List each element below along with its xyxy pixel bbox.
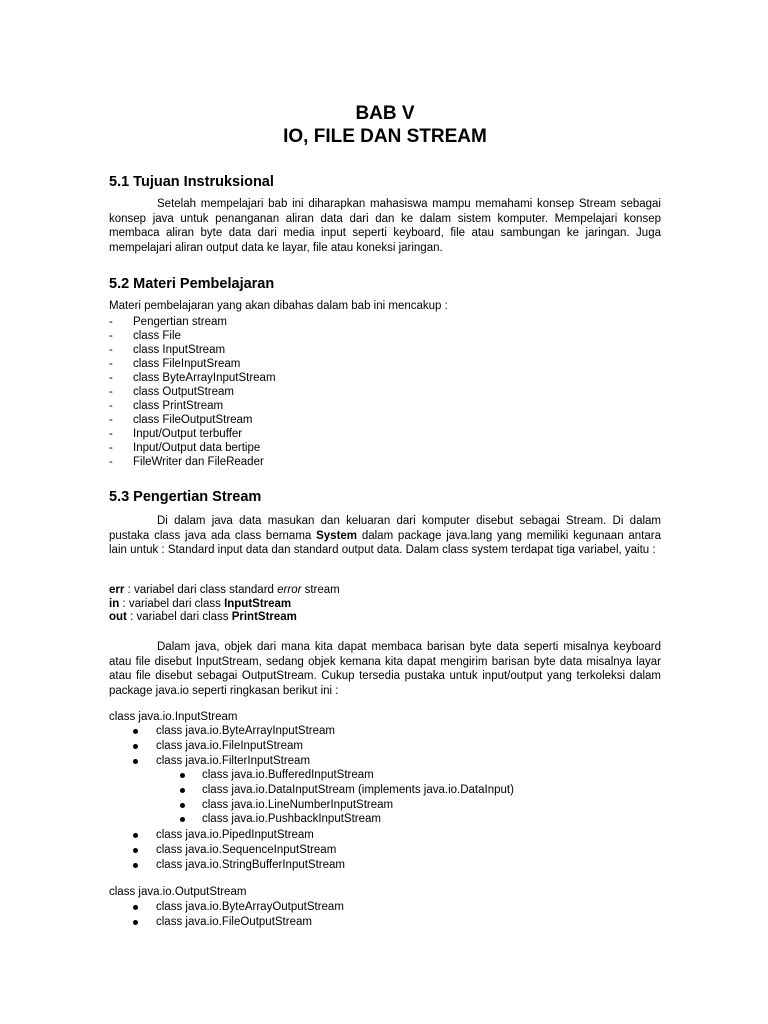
class-name: class java.io.DataInputStream (implements java.io.DataInput) (202, 783, 514, 796)
variable-class-name: InputStream (224, 597, 292, 610)
section-heading-5-3: 5.3 Pengertian Stream (109, 489, 262, 505)
topic-label: class FileInputSream (133, 358, 241, 370)
inputstream-subclasses-a (131, 724, 335, 768)
topic-label: class FileOutputStream (133, 414, 253, 426)
variable-name: err (109, 584, 125, 596)
dash-marker: - (109, 358, 113, 370)
class-name: class java.io.LineNumberInputStream (202, 798, 394, 811)
p1-text-a: Di dalam java data masukan dan keluaran dari komputer disebut sebagai Stream. Di dalam pustaka class java ada class bernama (109, 515, 661, 542)
topic-list-item (109, 315, 276, 329)
variable-class-name: PrintStream (231, 611, 297, 623)
chapter-title: IO, FILE DAN STREAM (283, 126, 487, 147)
p1-text-b: dalam package java.lang yang memiliki kegunaan antara lain untuk : Standard input data dan standard output data. Dalam class system terdapat tiga variabel, yaitu : (109, 529, 661, 556)
outputstream-subclasses (131, 900, 344, 930)
bullet-icon (133, 759, 138, 764)
dash-marker: - (109, 414, 113, 426)
class-list-item (178, 798, 514, 813)
section-5-2-intro: Materi pembelajaran yang akan dibahas dalam bab ini mencakup : (109, 300, 448, 312)
variable-em: error (277, 584, 302, 596)
bullet-icon (180, 773, 185, 778)
section-5-3-paragraph-2 (109, 640, 661, 698)
system-variable-list (109, 584, 340, 625)
topic-label: class File (133, 330, 181, 342)
dash-marker: - (109, 316, 113, 328)
class-name: class java.io.FileInputStream (156, 739, 304, 752)
topic-list-item (109, 413, 276, 427)
dash-marker: - (109, 456, 113, 468)
class-name: class java.io.FilterInputStream (156, 754, 311, 767)
topic-list-item (109, 329, 276, 343)
bullet-icon (133, 920, 138, 925)
class-list-item (131, 724, 335, 739)
variable-name: in (109, 597, 120, 610)
outputstream-root: class java.io.OutputStream (109, 886, 247, 898)
class-name: class java.io.PushbackInputStream (202, 813, 381, 826)
topic-label: FileWriter dan FileReader (133, 456, 264, 468)
class-list-item (131, 843, 345, 858)
class-name: class java.io.ByteArrayOutputStream (156, 901, 344, 913)
bullet-icon (180, 803, 185, 808)
variable-description-end: stream (301, 584, 340, 596)
class-list-item (131, 828, 345, 843)
bullet-icon (133, 729, 138, 734)
system-variable-item (109, 598, 340, 612)
bullet-icon (133, 848, 138, 853)
class-name: class java.io.FileOutputStream (156, 915, 312, 928)
topic-label: Input/Output data bertipe (133, 442, 261, 454)
topic-list-item (109, 455, 276, 469)
system-variable-item (109, 611, 340, 625)
class-list-item (178, 812, 514, 827)
topic-list-item (109, 441, 276, 455)
topic-list-item (109, 371, 276, 385)
variable-description: : variabel dari class (126, 611, 232, 623)
dash-marker: - (109, 344, 113, 356)
topic-list (109, 315, 276, 469)
class-list-item (178, 768, 514, 783)
topic-list-item (109, 427, 276, 441)
dash-marker: - (109, 330, 113, 342)
filterinputstream-subclasses (178, 768, 514, 827)
section-heading-5-1: 5.1 Tujuan Instruksional (109, 174, 274, 190)
chapter-number: BAB V (355, 103, 415, 124)
class-list-item (131, 915, 344, 930)
class-name: class java.io.BufferedInputStream (202, 769, 374, 781)
bullet-icon (133, 905, 138, 910)
variable-name: out (109, 611, 127, 623)
bullet-icon (133, 863, 138, 868)
system-variable-item (109, 584, 340, 598)
topic-list-item (109, 399, 276, 413)
topic-label: class OutputStream (133, 386, 234, 398)
dash-marker: - (109, 372, 113, 384)
class-name: class java.io.SequenceInputStream (156, 843, 337, 856)
dash-marker: - (109, 428, 113, 440)
dash-marker: - (109, 442, 113, 454)
section-5-1-text: Setelah mempelajari bab ini diharapkan mahasiswa mampu memahami konsep Stream sebagai konsep java untuk penanganan aliran data dari dan ke dalam sistem komputer. Mempelajari konsep membaca aliran byte data dari media input seperti keyboard, file atau sambungan ke jaringan. Juga mempelajari aliran output data ke layar, file atau koneksi jaringan. (109, 198, 661, 254)
topic-label: class ByteArrayInputStream (133, 372, 276, 384)
inputstream-subclasses-b (131, 828, 345, 872)
class-list-item (131, 754, 335, 769)
topic-list-item (109, 385, 276, 399)
bullet-icon (133, 833, 138, 838)
section-5-1-paragraph (109, 197, 661, 255)
variable-description: : variabel dari class (119, 597, 225, 610)
dash-marker: - (109, 386, 113, 398)
section-5-3-paragraph-1 (109, 514, 661, 558)
bullet-icon (180, 788, 185, 793)
p1-system-keyword: System (316, 529, 358, 542)
topic-label: Input/Output terbuffer (133, 428, 243, 440)
topic-list-item (109, 357, 276, 371)
variable-description: : variabel dari class standard (124, 584, 278, 596)
class-name: class java.io.ByteArrayInputStream (156, 725, 335, 737)
p2-text: Dalam java, objek dari mana kita dapat membaca barisan byte data seperti misalnya keyboard atau file disebut InputStream, sedang objek kemana kita dapat mengirim barisan byte data misalnya layar atau file disebut sebagai OutputStream. Cukup tersedia pustaka untuk input/output yang terkoleksi dalam package java.io seperti ringkasan berikut ini : (109, 641, 661, 697)
inputstream-root: class java.io.InputStream (109, 711, 238, 723)
topic-label: class PrintStream (133, 400, 224, 412)
bullet-icon (133, 744, 138, 749)
dash-marker: - (109, 400, 113, 412)
class-list-item (178, 783, 514, 798)
topic-list-item (109, 343, 276, 357)
bullet-icon (180, 817, 185, 822)
section-heading-5-2: 5.2 Materi Pembelajaran (109, 276, 275, 292)
topic-label: class InputStream (133, 344, 226, 356)
class-list-item (131, 858, 345, 873)
class-name: class java.io.StringBufferInputStream (156, 858, 345, 871)
class-name: class java.io.PipedInputStream (156, 829, 314, 841)
class-list-item (131, 900, 344, 915)
topic-label: Pengertian stream (133, 316, 227, 328)
class-list-item (131, 739, 335, 754)
